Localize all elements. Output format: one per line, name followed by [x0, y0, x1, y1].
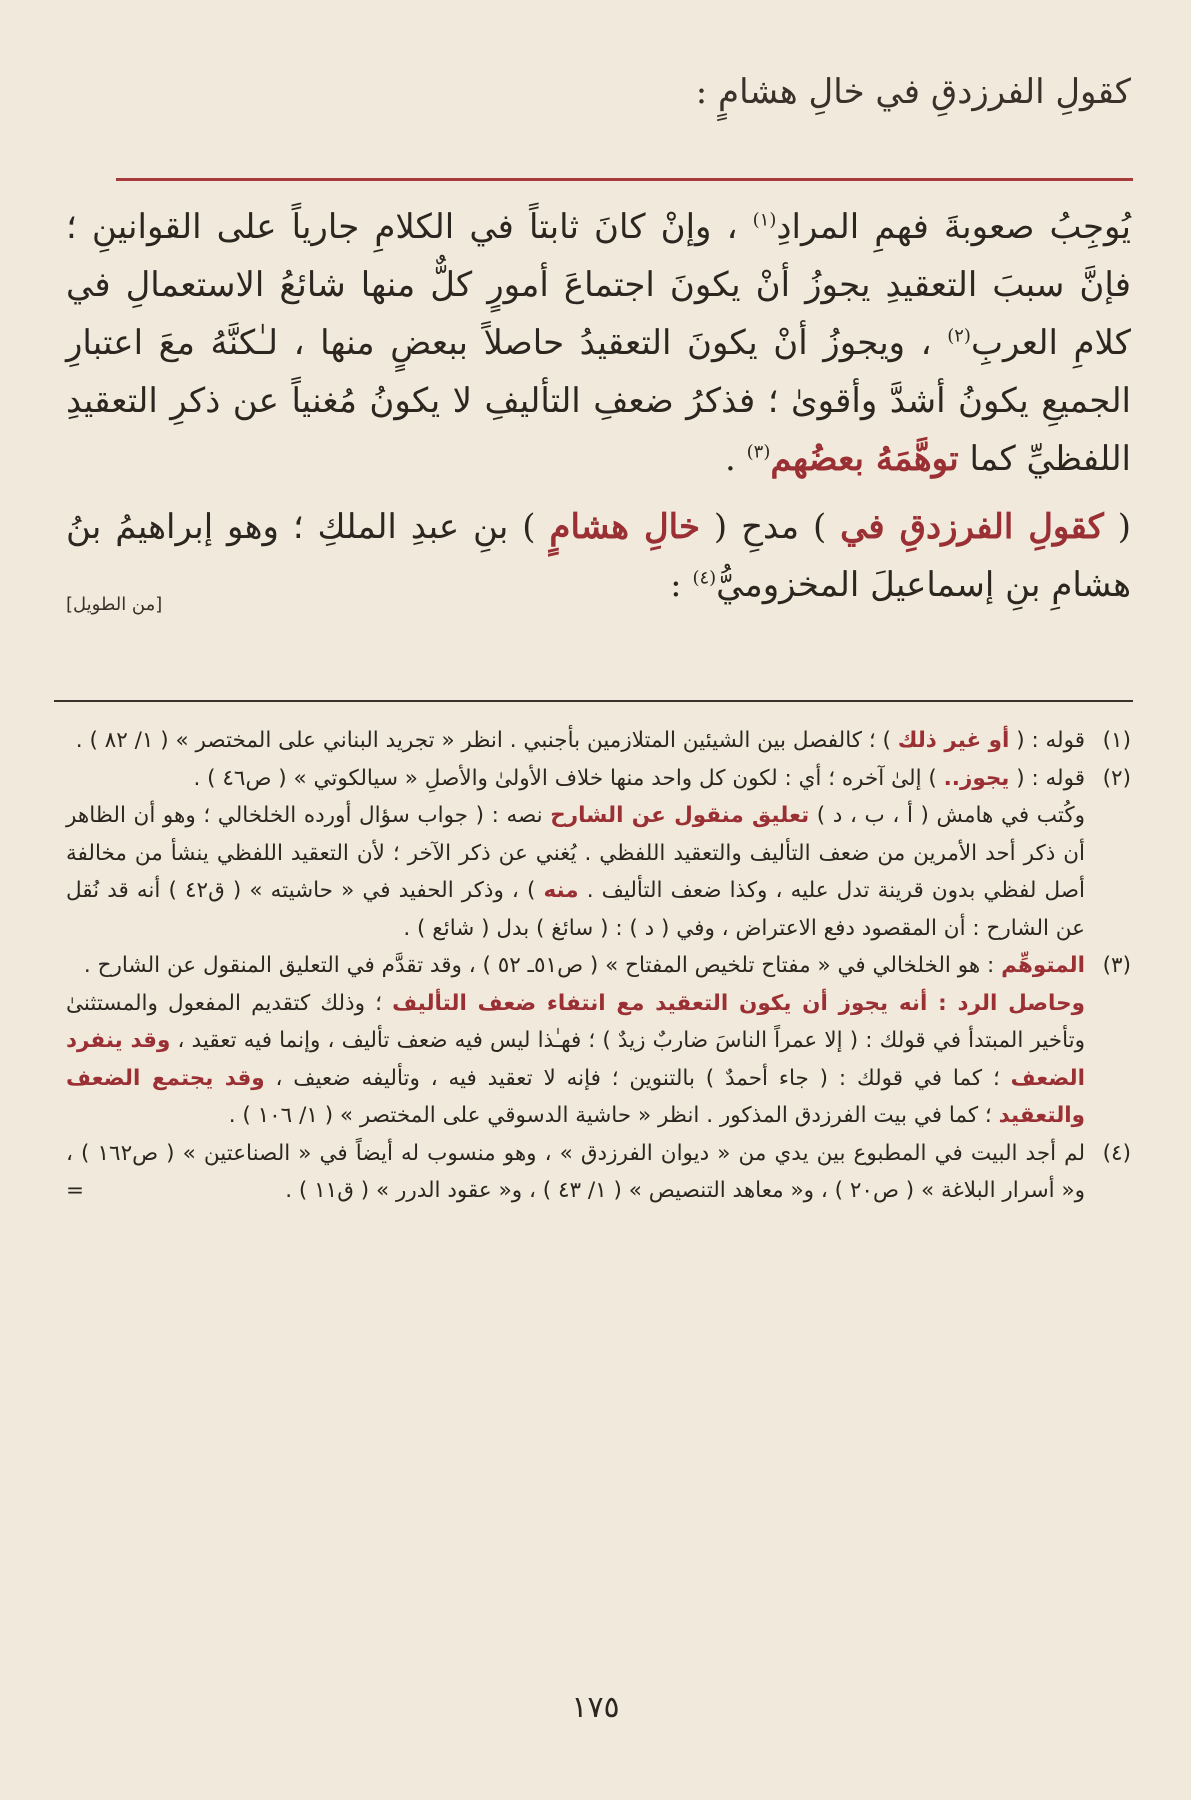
highlighted-text: أو غير ذلك	[897, 728, 1010, 753]
header-divider	[116, 178, 1133, 181]
footnote-divider	[54, 700, 1133, 702]
highlighted-text: وقد يجتمع الضعف والتعقيد	[66, 1065, 1085, 1128]
text-span: .	[725, 439, 747, 479]
text-span: ، وإنْ كانَ ثابتاً في الكلامِ جارياً على القوانينِ ؛ فإنَّ سببَ التعقيدِ يجوزُ أنْ يكونَ اجتماعَ أمورٍ كلٌّ منها شائعُ الاستعمالِ في كلامِ العربِ	[66, 207, 1131, 363]
text-span: قوله : (	[1009, 765, 1085, 791]
highlighted-text: المتوهِّم	[1001, 953, 1085, 978]
text-span: :	[670, 565, 693, 605]
footnote-number: (٣)	[1102, 953, 1131, 978]
text-span: ) مدحِ (	[700, 507, 841, 547]
footnote-text	[66, 722, 1085, 760]
footnote-ref-3[interactable]: (٣)	[746, 441, 771, 463]
footnote-number: (١)	[1102, 728, 1131, 753]
text-span: ) ، وذكر الحفيد في « حاشيته » ( ق٤٢ ) أنه قد نُقل عن الشارح : أن المقصود دفع الاعتراض ، وفي ( د ) : ( سائغ ) بدل ( شائع ) .	[66, 878, 1085, 941]
highlighted-text: توهَّمَهُ بعضُهم	[770, 439, 959, 479]
text-span: ؛ كما في قولك : ( جاء أحمدٌ ) بالتنوين ؛ فإنه لا تعقيد فيه ، وتأليفه ضعيف ،	[264, 1065, 1011, 1091]
footnote-text	[66, 947, 1085, 985]
paragraph-2	[66, 498, 1131, 614]
highlighted-text: خالِ هشامٍ	[549, 507, 701, 547]
text-span: ) بنِ عبدِ الملكِ ؛ وهو إبراهيمُ بنُ هشامِ بنِ إسماعيلَ المخزوميُّ	[66, 507, 1131, 605]
text-span: لم أجد البيت في المطبوع بين يدي من « ديوان الفرزدق » ، وهو منسوب له أيضاً في « الصناعتين » ( ص١٦٢ ) ، و« أسرار البلاغة » ( ص٢٠ ) ، و« معاهد التنصيص » ( ١/ ٤٣ ) ، و« عقود الدرر » ( ق١١ ) .	[66, 1140, 1085, 1203]
text-span: : هو الخلخالي في « مفتاح تلخيص المفتاح » ( ص٥١ـ ٥٢ ) ، وقد تقدَّم في التعليق المنقول عن الشارح .	[83, 953, 1002, 978]
text-span: يُوجِبُ صعوبةَ فهمِ المرادِ	[776, 207, 1131, 247]
footnote-number: (٤)	[1102, 1140, 1131, 1166]
text-span: ؛ كما في بيت الفرزدق المذكور . انظر « حاشية الدسوقي على المختصر » ( ١/ ١٠٦ ) .	[228, 1103, 999, 1128]
text-span: وكُتب في هامش ( أ ، ب ، د )	[809, 803, 1086, 828]
highlighted-text: تعليق منقول عن الشارح	[550, 803, 810, 828]
paragraph-1	[66, 198, 1131, 488]
text-span: ، ويجوزُ أنْ يكونَ التعقيدُ حاصلاً ببعضٍ منها ، لـٰكنَّهُ معَ اعتبارِ الجميعِ يكونُ أشدَّ وأقوىٰ ؛ فذكرُ ضعفِ التأليفِ لا يكونُ مُغنياً عن ذكرِ التعقيدِ اللفظيِّ كما	[66, 323, 1131, 479]
footnote-ref-1[interactable]: (١)	[752, 209, 777, 231]
footnote-1	[66, 722, 1131, 760]
footnote-3-continuation	[66, 985, 1131, 1135]
highlighted-text: وحاصل الرد : أنه يجوز أن يكون التعقيد مع انتفاء ضعف التأليف	[392, 990, 1085, 1016]
highlighted-text: يجوز..	[943, 765, 1010, 791]
running-header	[70, 72, 1131, 132]
meter-label: [من الطويل]	[66, 594, 163, 615]
footnote-4	[66, 1135, 1131, 1210]
footnote-ref-4[interactable]: (٤)	[692, 567, 717, 589]
page-number: ١٧٥	[571, 1690, 620, 1725]
footnote-ref-2[interactable]: (٢)	[947, 325, 971, 347]
text-span: نصه : ( جواب سؤال أورده الخلخالي ؛ وهو أن الظاهر أن ذكر أحد الأمرين من ضعف التأليف والتعقيد اللفظي . يُغني عن ذكر الآخر ؛ لأن التعقيد اللفظي ينشأ من مخالفة أصل لفظي بدون قرينة تدل عليه ، وكذا ضعف التأليف .	[66, 803, 1085, 903]
footnote-2	[66, 760, 1131, 798]
text-span: (	[1103, 507, 1131, 547]
footnotes-section	[66, 722, 1131, 1210]
footnote-3	[66, 947, 1131, 985]
footnote-text	[66, 760, 1085, 798]
text-span: ؛ وذلك كتقديم المفعول والمستثنىٰ وتأخير المبتدأ في قولك : ( إلا عمراً الناسَ ضاربٌ زيدٌ ) ؛ فهـٰذا ليس فيه ضعف تأليف ، وإنما فيه تعقيد ،	[66, 990, 1085, 1053]
footnote-number: (٢)	[1102, 765, 1131, 791]
header-title: كقولِ الفرزدقِ في خالِ هشامٍ :	[695, 72, 1131, 112]
text-span: قوله : (	[1009, 728, 1085, 753]
text-span: ) ؛ كالفصل بين الشيئين المتلازمين بأجنبي . انظر « تجريد البناني على المختصر » ( ١/ ٨٢ ) .	[75, 728, 898, 753]
highlighted-text: منه	[543, 878, 579, 903]
main-text	[66, 198, 1131, 634]
highlighted-text: كقولِ الفرزدقِ في	[840, 507, 1104, 547]
highlighted-text: وقد ينفرد الضعف	[66, 1028, 1085, 1091]
continuation-mark: =	[66, 1178, 85, 1203]
footnote-text	[66, 1135, 1085, 1210]
footnote-2-continuation	[66, 797, 1131, 947]
text-span: ) إلىٰ آخره ؛ أي : لكون كل واحد منها خلاف الأولىٰ والأصلِ « سيالكوتي » ( ص٤٦ ) .	[193, 765, 944, 791]
